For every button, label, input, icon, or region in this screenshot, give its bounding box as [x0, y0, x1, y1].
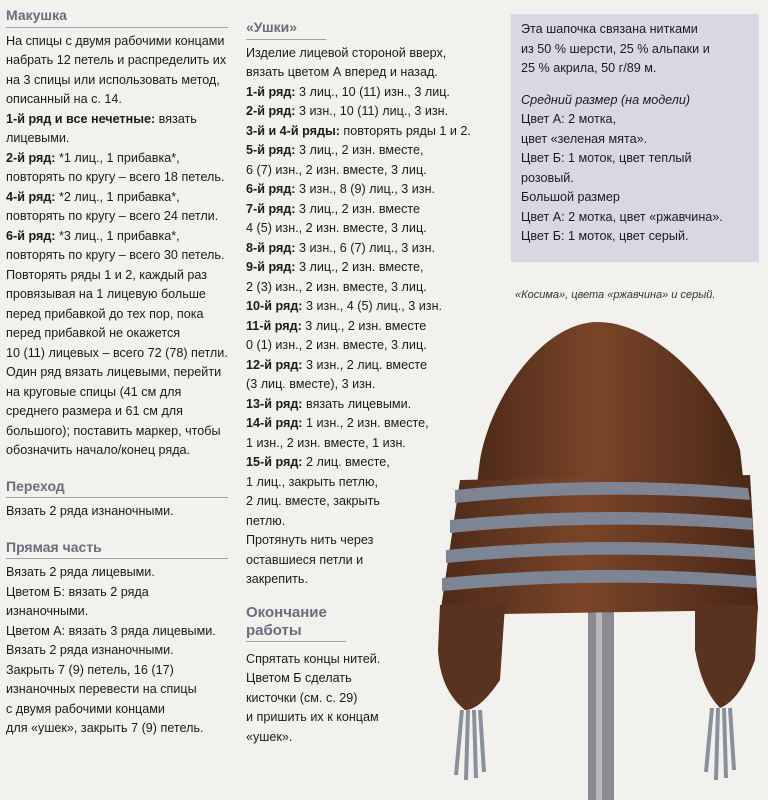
row-text: 4 (5) изн., 2 изн. вместе, 3 лиц. — [246, 221, 427, 235]
earflap-row-line — [246, 278, 486, 298]
text-line: перед прибавкой до тех пор, пока — [6, 306, 204, 321]
row-text: Протянуть нить через — [246, 533, 374, 547]
earflap-row-line — [246, 239, 486, 259]
text-line: 25 % акрила, 50 г/89 м. — [521, 61, 657, 75]
title-line: работы — [246, 621, 302, 639]
row-label: 7-й ряд: — [246, 201, 296, 216]
row-text: 3 изн., 10 (11) лиц., 3 изн. — [295, 104, 449, 118]
text-line: Цвет Б: 1 моток, цвет теплый — [521, 151, 692, 165]
row-label: 2-й ряд: — [6, 150, 56, 165]
text-line: Цветом Б сделать — [246, 671, 352, 685]
row-text: 6 (7) изн., 2 изн. вместе, 3 лиц. — [246, 162, 427, 177]
text-line: перед прибавкой не окажется — [6, 326, 181, 340]
row-label: 3-й и 4-й ряды: — [246, 123, 340, 138]
row-label: 11-й ряд: — [246, 318, 302, 333]
text-line: и пришить их к концам — [246, 710, 379, 724]
text-line: Цвет А: 2 мотка, цвет «ржавчина». — [521, 209, 723, 224]
row-text: 3 изн., 2 лиц. вместе — [302, 357, 428, 372]
text-line: Спрятать концы нитей. — [246, 651, 381, 666]
text-line: Цветом Б: вязать 2 ряда изнаночными. — [6, 584, 149, 618]
photo-caption: «Косима», цвета «ржавчина» и серый. — [515, 289, 716, 301]
text-line: Эта шапочка связана нитками — [521, 22, 698, 36]
section-title-finishing — [246, 604, 346, 642]
row-text: 3 изн., 8 (9) лиц., 3 изн. — [295, 182, 436, 196]
row-label: 6-й ряд: — [6, 228, 56, 243]
row-text: 0 (1) изн., 2 изн. вместе, 3 лиц. — [246, 338, 427, 352]
row-text: 2 лиц. вместе, закрыть — [246, 494, 380, 508]
text-line: Повторять ряды 1 и 2, каждый раз — [6, 267, 208, 282]
text-line: набрать 12 петель и распределить их — [6, 53, 227, 67]
section-title-transition: Переход — [6, 477, 228, 499]
row-text: (3 лиц. вместе), 3 изн. — [246, 377, 376, 391]
row-text: вязать — [155, 111, 197, 126]
row-text: *3 лиц., 1 прибавка*, — [55, 228, 180, 243]
row-text: 3 лиц., 2 изн. вместе, — [295, 143, 424, 157]
text-line: обозначить начало/конец ряда. — [6, 443, 191, 457]
row-label: 8-й ряд: — [246, 240, 296, 255]
row-2-instruction — [6, 149, 228, 169]
row-text: 2 (3) изн., 2 изн. вместе, 3 лиц. — [246, 279, 427, 294]
row-text: 1 лиц., закрыть петлю, — [246, 474, 378, 489]
row-label: 13-й ряд: — [246, 396, 303, 411]
earflap-row-line — [246, 219, 486, 239]
section-title-crown: Макушка — [6, 6, 228, 28]
right-tassel — [706, 708, 734, 780]
text-line: повторять по кругу – всего 18 петель. — [6, 170, 225, 184]
left-tassel — [456, 710, 484, 780]
row-text: 3 изн., 6 (7) лиц., 3 изн. — [295, 240, 436, 255]
text-line: повторять по кругу – всего 30 петель. — [6, 248, 225, 262]
straight-section — [6, 563, 228, 739]
text-line: Вязать 2 ряда изнаночными. — [6, 643, 174, 657]
row-label: 6-й ряд: — [246, 182, 296, 196]
text-line: на 3 спицы или использовать метод, — [6, 72, 220, 87]
hat-illustration — [420, 310, 768, 800]
size-medium-label: Средний размер (на модели) — [521, 92, 691, 107]
text-line: на круговые спицы (41 см для — [6, 384, 182, 399]
text-line: с двумя рабочими концами — [6, 701, 165, 716]
row-text: *2 лиц., 1 прибавка*, — [55, 189, 180, 204]
row-label: 15-й ряд: — [246, 455, 303, 469]
row-text: петлю. — [246, 513, 286, 528]
row-text: 2 лиц. вместе, — [302, 455, 390, 469]
text-line: провязывая на 1 лицевую больше — [6, 287, 206, 301]
text-line: изнаночных перевести на спицы — [6, 682, 197, 696]
row-label: 9-й ряд: — [246, 260, 296, 274]
text-line: лицевыми. — [6, 131, 70, 145]
section-title-earflaps: «Ушки» — [246, 18, 326, 40]
text-line: кисточки (см. с. 29) — [246, 690, 358, 705]
text-line: Закрыть 7 (9) петель, 16 (17) — [6, 662, 174, 677]
right-earflap — [695, 605, 758, 708]
text-line: 10 (11) лицевых – всего 72 (78) петли. — [6, 345, 228, 360]
crown-rest — [6, 266, 228, 461]
section-title-straight: Прямая часть — [6, 538, 228, 560]
row-4-instruction — [6, 188, 228, 208]
row-text: 3 лиц., 2 изн. вместе, — [295, 260, 424, 274]
earflap-row-line — [246, 122, 486, 142]
row-text: повторять ряды 1 и 2. — [339, 123, 471, 138]
earflap-row-line — [246, 141, 486, 161]
text-line: Цвет Б: 1 моток, цвет серый. — [521, 229, 689, 243]
earflap-row-line — [246, 83, 486, 103]
row-label: 1-й ряд: — [246, 84, 296, 99]
row-label: 5-й ряд: — [246, 143, 296, 157]
row-text: *1 лиц., 1 прибавка*, — [55, 150, 180, 165]
row-text: 3 изн., 4 (5) лиц., 3 изн. — [302, 299, 443, 313]
text-line: среднего размера и 61 см для — [6, 404, 183, 418]
row-label: 12-й ряд: — [246, 357, 303, 372]
text-line: большого); поставить маркер, чтобы — [6, 423, 221, 438]
text-line: из 50 % шерсти, 25 % альпаки и — [521, 41, 710, 56]
row-text: закрепить. — [246, 572, 308, 586]
crown-intro — [6, 32, 228, 110]
text-line: вязать цветом А вперед и назад. — [246, 65, 438, 79]
row-label: 4-й ряд: — [6, 189, 56, 204]
earflap-row-line — [246, 200, 486, 220]
yarn-info-box — [511, 14, 759, 262]
text-line: Цвет А: 2 мотка, — [521, 112, 617, 126]
row-6-instruction — [6, 227, 228, 247]
earflap-row-line — [246, 180, 486, 200]
row-text: 3 лиц., 2 изн. вместе — [295, 201, 421, 216]
text-line: Большой размер — [521, 190, 620, 204]
text-line: На спицы с двумя рабочими концами — [6, 33, 225, 48]
title-line: Окончание — [246, 603, 327, 621]
text-line: Изделие лицевой стороной вверх, — [246, 45, 447, 60]
text-line: «ушек». — [246, 729, 293, 744]
text-line: Вязать 2 ряда изнаночными. — [6, 504, 174, 518]
row-label: 2-й ряд: — [246, 104, 296, 118]
text-line: цвет «зеленая мята». — [521, 131, 648, 146]
text-line: Цветом А: вязать 3 ряда лицевыми. — [6, 623, 216, 638]
hat-crown — [475, 322, 745, 500]
text-line: повторять по кругу – всего 24 петли. — [6, 209, 219, 223]
text-line: для «ушек», закрыть 7 (9) петель. — [6, 721, 204, 735]
earflap-row-line — [246, 258, 486, 278]
earflap-row-line — [246, 102, 486, 122]
row-label: 10-й ряд: — [246, 299, 303, 313]
odd-rows-instruction — [6, 110, 228, 130]
row-label: 1-й ряд и все нечетные: — [6, 111, 156, 126]
row-text: 3 лиц., 10 (11) изн., 3 лиц. — [295, 84, 450, 99]
row-text: оставшиеся петли и — [246, 552, 364, 567]
spacer — [521, 79, 749, 91]
text-line: Один ряд вязать лицевыми, перейти — [6, 365, 222, 379]
row-text: 3 лиц., 2 изн. вместе — [301, 318, 427, 333]
column-left — [6, 6, 228, 739]
earflap-row-line — [246, 161, 486, 181]
left-earflap — [438, 605, 505, 710]
text-line: описанный на с. 14. — [6, 92, 122, 106]
row-text: 1 изн., 2 изн. вместе, 1 изн. — [246, 435, 406, 450]
row-text: 1 изн., 2 изн. вместе, — [302, 416, 429, 430]
text-line: розовый. — [521, 170, 574, 185]
text-line: Вязать 2 ряда лицевыми. — [6, 565, 155, 579]
row-text: вязать лицевыми. — [302, 396, 412, 411]
row-label: 14-й ряд: — [246, 416, 303, 430]
